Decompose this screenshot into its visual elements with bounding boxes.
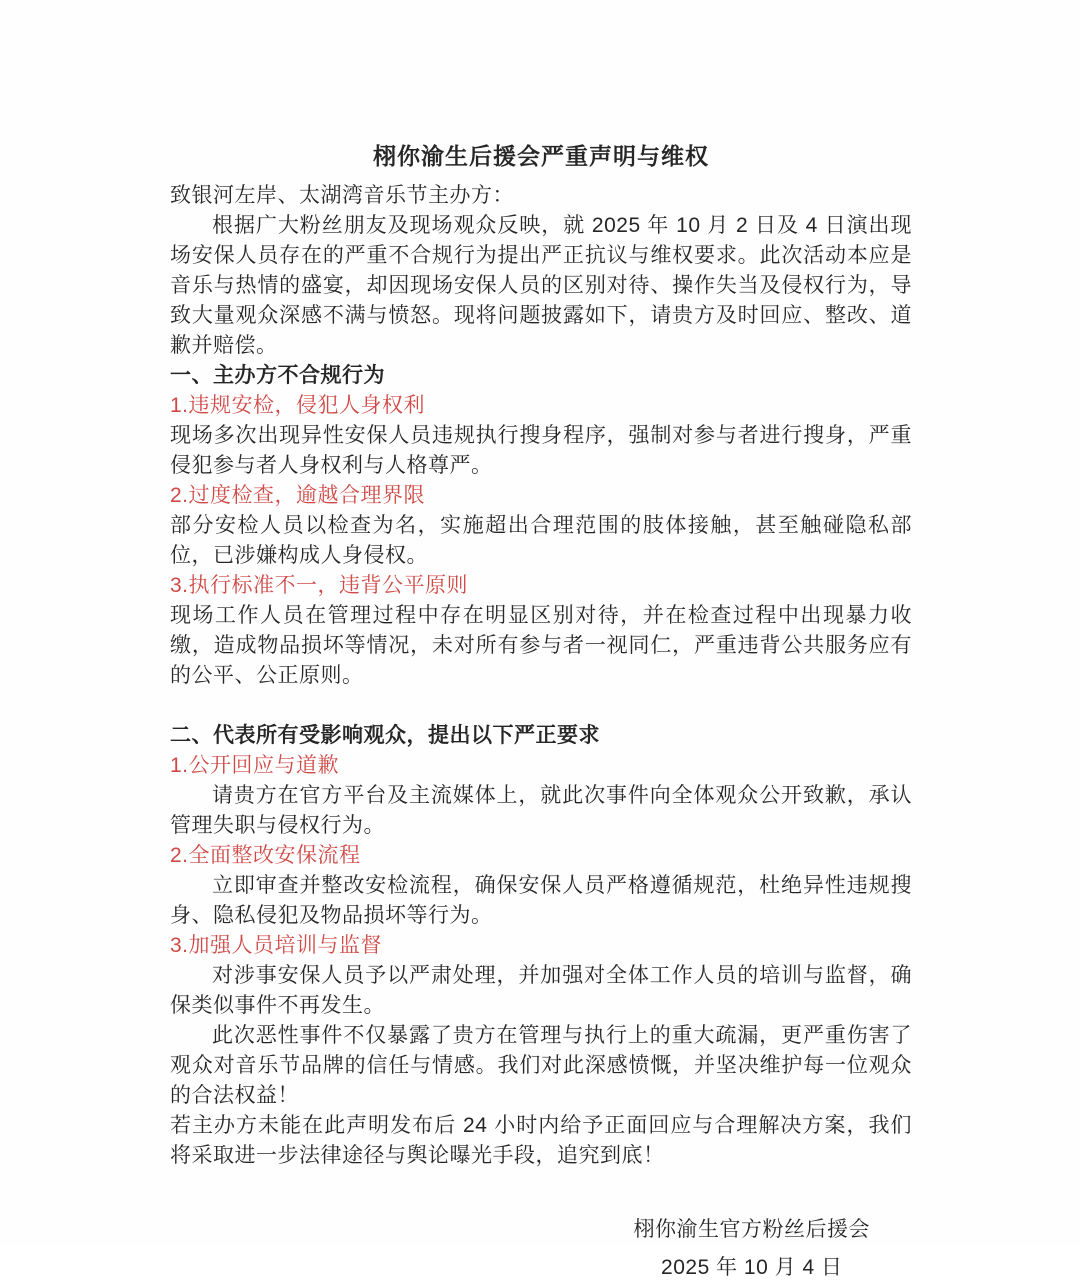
salutation: 致银河左岸、太湖湾音乐节主办方： bbox=[170, 184, 514, 207]
section1-item1-heading: 1.违规安检，侵犯人身权利 bbox=[170, 394, 426, 417]
section1-heading: 一、主办方不合规行为 bbox=[170, 364, 385, 387]
section1-item3-heading: 3.执行标准不一，违背公平原则 bbox=[170, 574, 469, 597]
statement-document bbox=[170, 138, 912, 1287]
signature-date: 2025 年 10 月 4 日 bbox=[661, 1256, 843, 1279]
section1-item2-body: 部分安检人员以检查为名，实施超出合理范围的肢体接触，甚至触碰隐私部位，已涉嫌构成人身侵权。 bbox=[170, 514, 912, 567]
document-title: 栩你渝生后援会严重声明与维权 bbox=[373, 143, 709, 169]
section1-item1-body: 现场多次出现异性安保人员违规执行搜身程序，强制对参与者进行搜身，严重侵犯参与者人身权利与人格尊严。 bbox=[170, 424, 912, 477]
section2-item1-heading: 1.公开回应与道歉 bbox=[170, 754, 340, 777]
section2-item3-heading: 3.加强人员培训与监督 bbox=[170, 934, 383, 957]
section2-item3-body: 对涉事安保人员予以严肃处理，并加强对全体工作人员的培训与监督，确保类似事件不再发生。 bbox=[170, 964, 912, 1017]
closing-paragraph-2: 若主办方未能在此声明发布后 24 小时内给予正面回应与合理解决方案，我们将采取进一步法律途径与舆论曝光手段，追究到底！ bbox=[170, 1114, 912, 1167]
section2-heading: 二、代表所有受影响观众，提出以下严正要求 bbox=[170, 724, 600, 747]
section2-item1-body: 请贵方在官方平台及主流媒体上，就此次事件向全体观众公开致歉，承认管理失职与侵权行为。 bbox=[170, 784, 912, 837]
section1-item3-body: 现场工作人员在管理过程中存在明显区别对待，并在检查过程中出现暴力收缴，造成物品损坏等情况，未对所有参与者一视同仁，严重违背公共服务应有的公平、公正原则。 bbox=[170, 604, 912, 687]
signature-block bbox=[634, 1211, 871, 1287]
section2-item2-heading: 2.全面整改安保流程 bbox=[170, 844, 361, 867]
section2-item2-body: 立即审查并整改安检流程，确保安保人员严格遵循规范，杜绝异性违规搜身、隐私侵犯及物品损坏等行为。 bbox=[170, 874, 912, 927]
closing-paragraph-1: 此次恶性事件不仅暴露了贵方在管理与执行上的重大疏漏，更严重伤害了观众对音乐节品牌的信任与情感。我们对此深感愤慨，并坚决维护每一位观众的合法权益！ bbox=[170, 1024, 912, 1107]
signature-org: 栩你渝生官方粉丝后援会 bbox=[633, 1218, 870, 1241]
intro-paragraph: 根据广大粉丝朋友及现场观众反映，就 2025 年 10 月 2 日及 4 日演出现场安保人员存在的严重不合规行为提出严正抗议与维权要求。此次活动本应是音乐与热情的盛宴，却因现场安保人员的区别对待、操作失当及侵权行为，导致大量观众深感不满与愤怒。现将问题披露如下，请贵方及时回应、整改、道歉并赔偿。 bbox=[170, 214, 912, 357]
section1-item2-heading: 2.过度检查，逾越合理界限 bbox=[170, 484, 426, 507]
